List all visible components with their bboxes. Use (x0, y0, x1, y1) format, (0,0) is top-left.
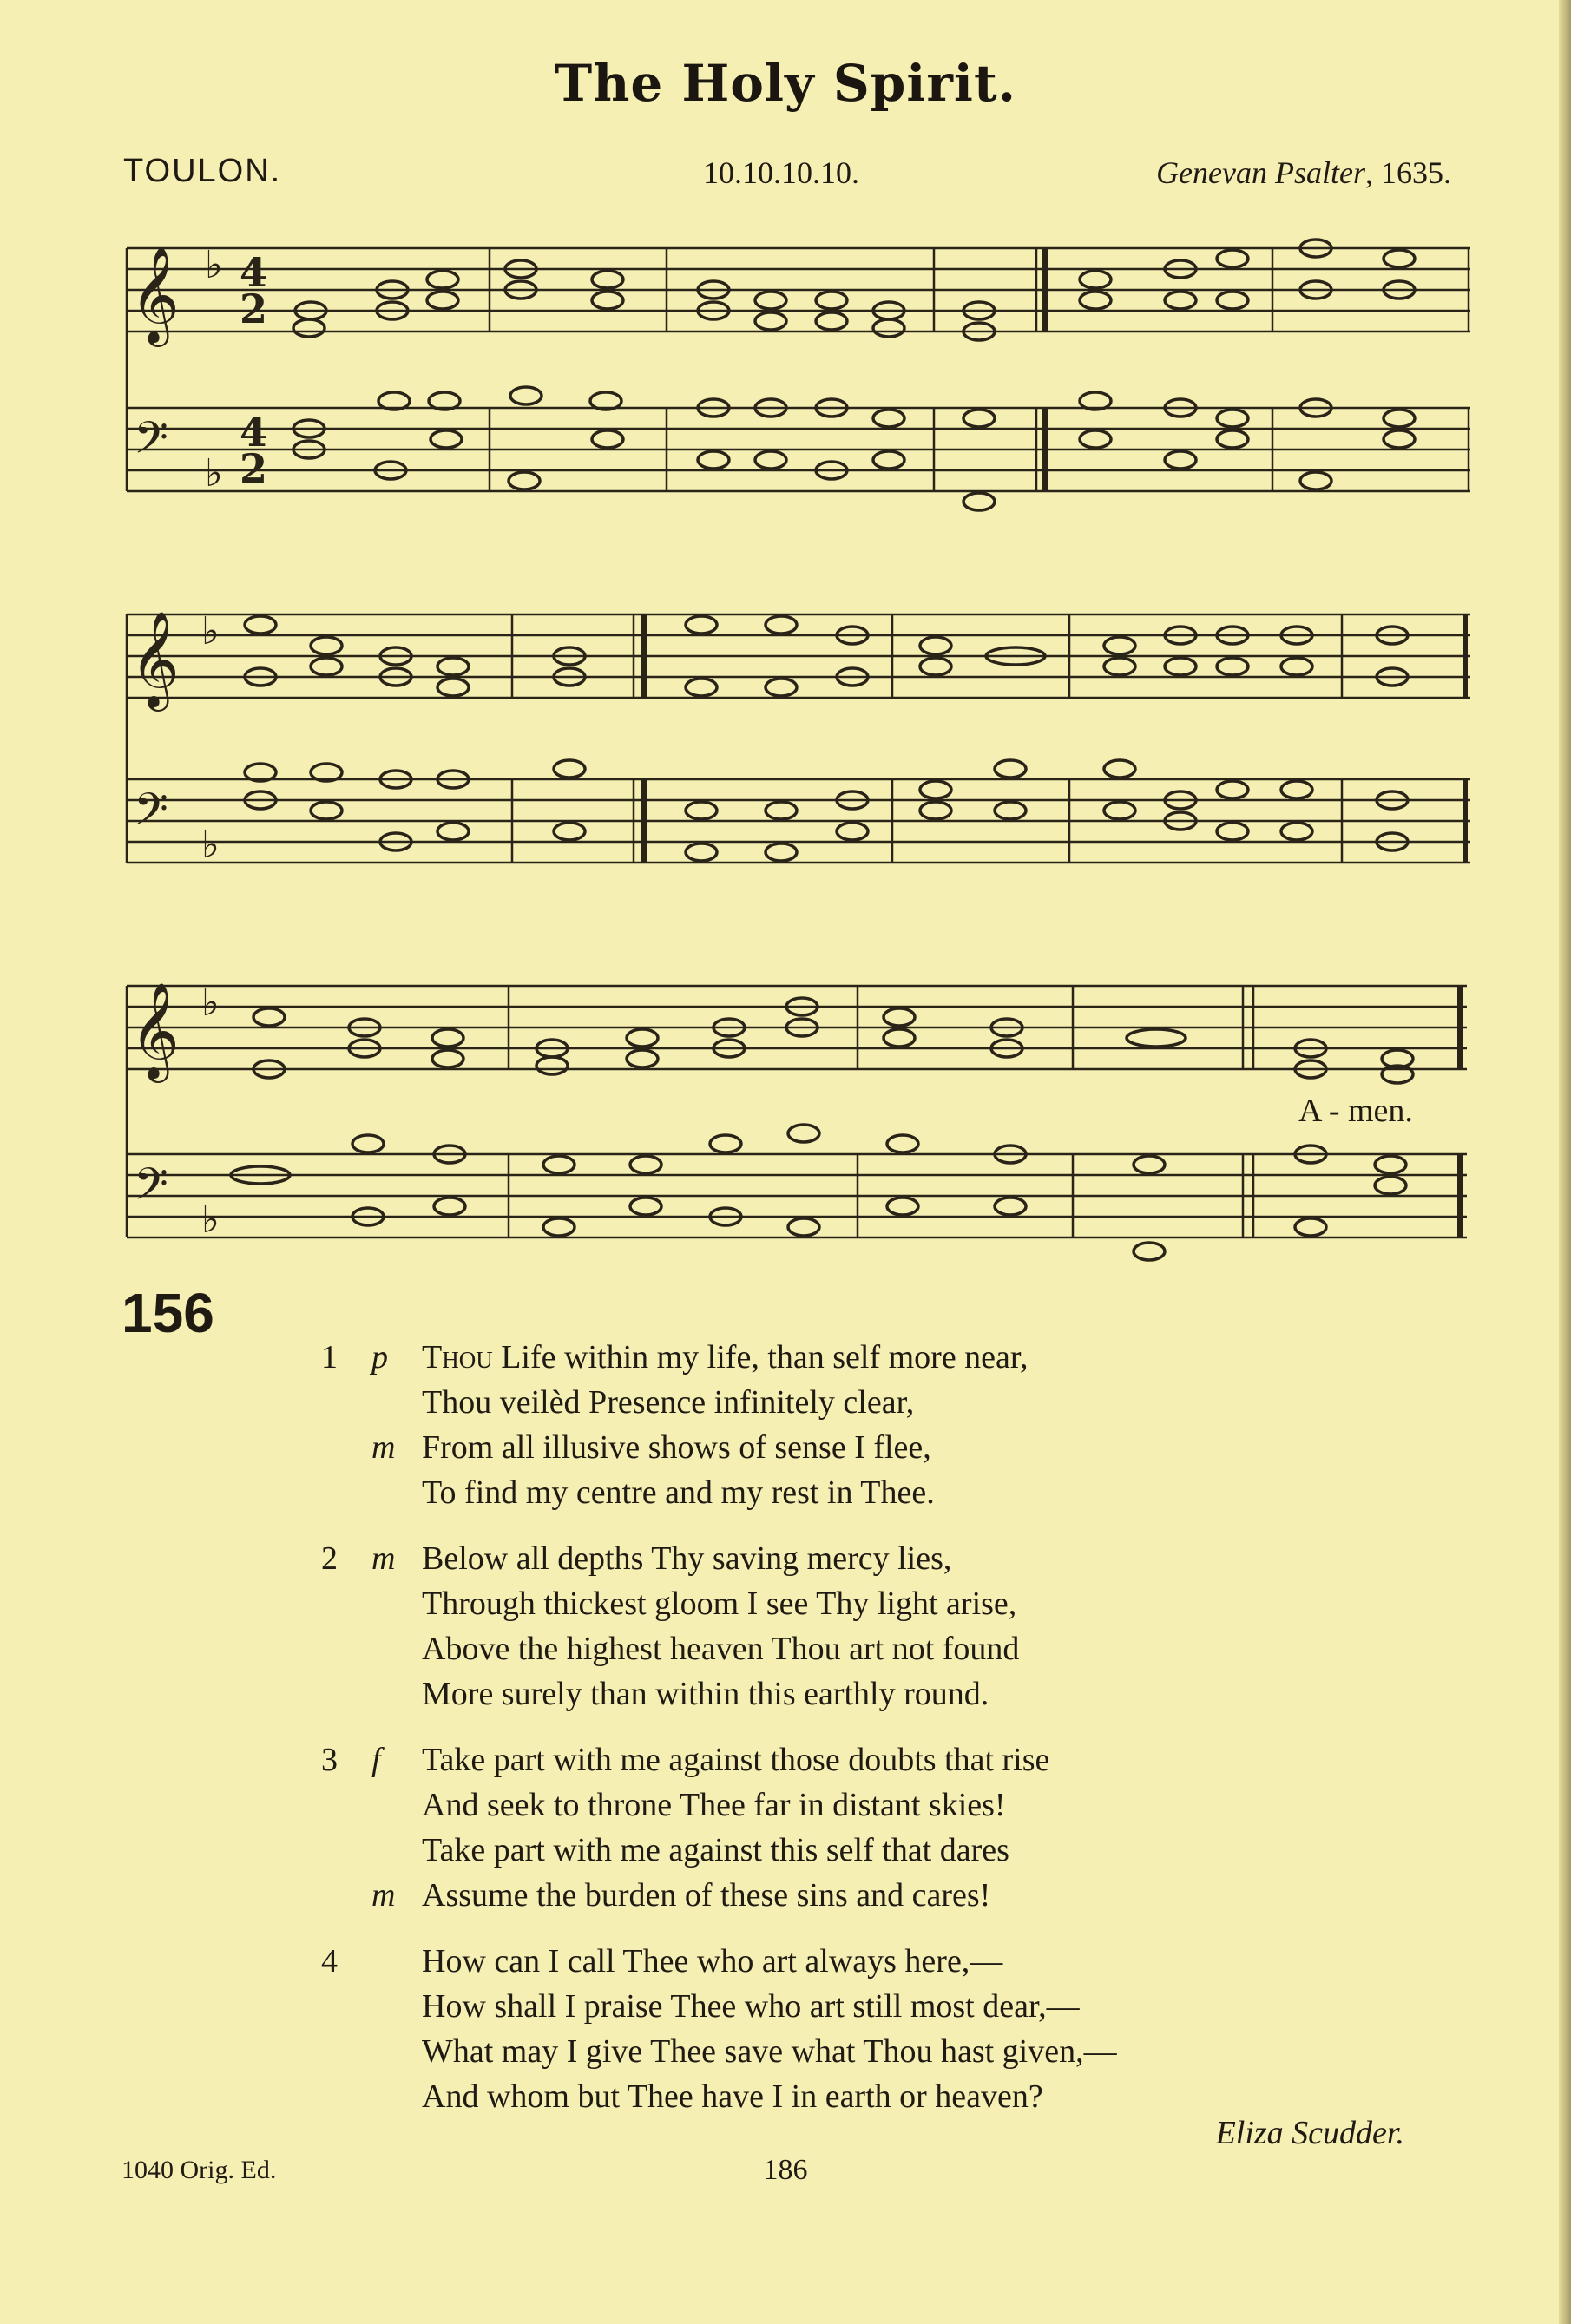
verse-3 (321, 1737, 1449, 1918)
verse-line-text: Through thickest gloom I see Thy light arise, (422, 1585, 1017, 1622)
verse-line-rest: Life within my life, than self more near, (492, 1339, 1029, 1375)
flat-sign-icon: ♭ (205, 243, 223, 287)
dynamic-marking: p (371, 1339, 388, 1375)
verse-line-text: Below all depths Thy saving mercy lies, (422, 1540, 952, 1577)
bass-staff (127, 408, 1470, 491)
bass-clef-icon: 𝄢 (134, 411, 168, 475)
music-system-3 (127, 981, 1467, 1260)
section-title: The Holy Spirit. (555, 54, 1016, 113)
time-signature-top: 4 (240, 249, 268, 296)
verse-1 (321, 1335, 1449, 1515)
tune-source-title: Genevan Psalter (1156, 155, 1365, 190)
notes-system-3 (231, 998, 1413, 1260)
hymn-number: 156 (122, 1282, 214, 1344)
verse-number: 3 (321, 1742, 338, 1778)
verse-line-text: How shall I praise Thee who art still most dear,— (422, 1988, 1080, 2025)
page-number: 186 (763, 2154, 808, 2186)
dynamic-marking: m (371, 1429, 396, 1466)
verse-line (321, 1737, 1449, 1782)
verse-line (321, 1626, 1449, 1671)
verse-number: 1 (321, 1339, 338, 1375)
amen-label: A - men. (1298, 1093, 1413, 1129)
verse-line (321, 1828, 1449, 1873)
verse-line (321, 1873, 1449, 1918)
dynamic-marking: m (371, 1540, 396, 1577)
verse-line-text: Take part with me against those doubts that rise (422, 1742, 1050, 1778)
verse-line-text: Take part with me against this self that dares (422, 1832, 1009, 1868)
flat-sign-icon: ♭ (201, 981, 220, 1025)
treble-clef-icon: 𝄞 (130, 981, 180, 1079)
notes-system-2 (245, 616, 1408, 861)
verse-first-word: Thou (422, 1339, 493, 1375)
verse-line (321, 1939, 1449, 1984)
tune-source-year: , 1635. (1365, 155, 1451, 190)
treble-staff (127, 614, 1470, 698)
verse-line (321, 1380, 1449, 1425)
verse-line-text: Assume the burden of these sins and cares! (422, 1877, 991, 1914)
bass-clef-icon: 𝄢 (134, 783, 168, 846)
tune-meter: 10.10.10.10. (703, 155, 859, 190)
verse-line (321, 1782, 1449, 1828)
verse-line-text: From all illusive shows of sense I flee, (422, 1429, 931, 1466)
treble-clef-icon: 𝄞 (130, 246, 180, 343)
time-signature-bottom-lower: 2 (240, 445, 268, 492)
verse-line-text: How can I call Thee who art always here,— (422, 1943, 1003, 1979)
verse-2 (321, 1536, 1449, 1717)
verse-line (321, 1984, 1449, 2029)
music-system-1 (127, 240, 1470, 510)
flat-sign-icon: ♭ (201, 609, 220, 653)
bass-staff (127, 1154, 1467, 1237)
treble-staff (127, 248, 1470, 332)
verse-line (321, 1671, 1449, 1717)
flat-sign-icon: ♭ (201, 823, 220, 867)
flat-sign-icon: ♭ (205, 451, 223, 496)
verse-line (321, 1425, 1449, 1470)
verse-line-text: To find my centre and my rest in Thee. (422, 1474, 935, 1511)
verse-line-text: More surely than within this earthly round. (422, 1676, 989, 1712)
verse-4 (321, 1939, 1449, 2119)
music-system-2 (127, 609, 1470, 867)
dynamic-marking: f (371, 1742, 381, 1778)
hymn-verses (321, 1335, 1449, 2140)
author-attribution: Eliza Scudder. (1215, 2115, 1404, 2151)
treble-clef-icon: 𝄞 (130, 610, 180, 707)
verse-line-text: What may I give Thee save what Thou hast given,— (422, 2033, 1117, 2070)
verse-line-text: And whom but Thee have I in earth or heaven? (422, 2078, 1043, 2115)
verse-line (321, 1536, 1449, 1581)
verse-line (321, 1581, 1449, 1626)
verse-line-text: Thou veilèd Presence infinitely clear, (422, 1384, 915, 1421)
verse-line (321, 1335, 1449, 1380)
tune-name: TOULON. (123, 153, 282, 189)
dynamic-marking: m (371, 1877, 396, 1914)
verse-line (321, 2074, 1449, 2119)
flat-sign-icon: ♭ (201, 1198, 220, 1242)
verse-line-text: Above the highest heaven Thou art not found (422, 1631, 1020, 1667)
bass-staff (127, 779, 1470, 863)
time-signature-bottom: 4 (240, 409, 268, 456)
edition-note: 1040 Orig. Ed. (122, 2156, 277, 2184)
time-signature-top-lower: 2 (240, 286, 268, 332)
verse-line (321, 1470, 1449, 1515)
verse-number: 4 (321, 1943, 338, 1979)
verse-number: 2 (321, 1540, 338, 1577)
verse-line-text (422, 1335, 1029, 1380)
verse-line-text: And seek to throne Thee far in distant skies! (422, 1787, 1006, 1823)
bass-clef-icon: 𝄢 (134, 1158, 168, 1221)
verse-line (321, 2029, 1449, 2074)
